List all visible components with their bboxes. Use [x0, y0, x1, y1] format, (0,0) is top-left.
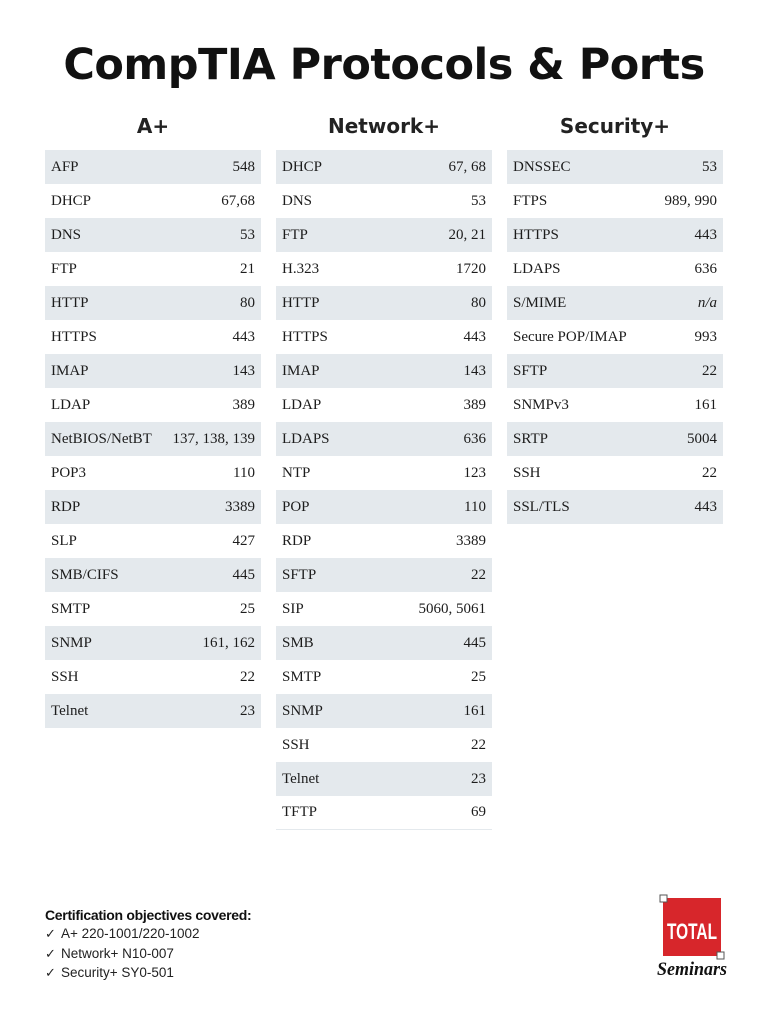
- protocol-name: SNMP: [282, 702, 323, 719]
- protocol-name: SRTP: [513, 430, 548, 447]
- protocol-name: DNSSEC: [513, 158, 571, 175]
- protocol-name: FTPS: [513, 192, 548, 209]
- protocol-name: RDP: [282, 532, 312, 549]
- protocol-name: NTP: [282, 464, 311, 481]
- table-row: [276, 252, 492, 286]
- table-row: [45, 422, 261, 456]
- table-row: [45, 150, 261, 184]
- checkmark-icon: ✓: [45, 966, 56, 981]
- table-row: [507, 388, 723, 422]
- aplus-table: [45, 150, 261, 728]
- port-number: 5060, 5061: [418, 600, 486, 617]
- table-row: [276, 456, 492, 490]
- protocol-name: HTTPS: [51, 328, 97, 345]
- protocol-name: IMAP: [51, 362, 89, 379]
- column-networkplus: [276, 112, 492, 830]
- checkmark-icon: ✓: [45, 927, 56, 942]
- page-title: CompTIA Protocols & Ports: [63, 40, 705, 90]
- logo-text-seminars: Seminars: [657, 959, 727, 980]
- table-row: [507, 218, 723, 252]
- objectives-heading: Certification objectives covered:: [45, 907, 252, 923]
- port-number: 161: [694, 396, 717, 413]
- table-row: [507, 286, 723, 320]
- port-number: 143: [463, 362, 486, 379]
- table-row: [45, 558, 261, 592]
- table-row: [276, 728, 492, 762]
- table-row: [276, 150, 492, 184]
- protocol-name: DNS: [51, 226, 82, 243]
- protocol-name: SIP: [282, 600, 304, 617]
- table-row: [276, 626, 492, 660]
- port-number: 443: [463, 328, 486, 345]
- port-number: 389: [463, 396, 486, 413]
- column-header-aplus: A+: [136, 114, 170, 138]
- protocol-name: SFTP: [282, 566, 317, 583]
- protocol-name: TFTP: [282, 804, 318, 820]
- protocol-name: HTTP: [51, 294, 89, 311]
- protocol-name: HTTPS: [282, 328, 328, 345]
- table-row: [276, 218, 492, 252]
- port-number: 80: [471, 294, 486, 311]
- port-number: 548: [232, 158, 255, 175]
- table-row: [276, 490, 492, 524]
- port-number: 993: [694, 328, 717, 345]
- port-number: n/a: [697, 294, 717, 311]
- port-number: 636: [463, 430, 486, 447]
- table-row: [45, 218, 261, 252]
- protocol-name: AFP: [51, 158, 79, 175]
- table-row: [276, 558, 492, 592]
- column-securityplus: [507, 112, 723, 524]
- port-number: 445: [232, 566, 255, 583]
- table-row: [507, 422, 723, 456]
- column-header-networkplus: Network+: [327, 114, 440, 138]
- column-aplus: [45, 112, 261, 728]
- port-number: 3389: [456, 532, 486, 549]
- port-number: 53: [471, 192, 486, 209]
- column-header-securityplus: Security+: [559, 114, 671, 138]
- table-row: [276, 762, 492, 796]
- protocol-name: Telnet: [282, 770, 320, 787]
- port-number: 22: [471, 566, 486, 583]
- port-number: 67, 68: [448, 158, 486, 175]
- port-number: 25: [240, 600, 255, 617]
- port-number: 67,68: [221, 192, 255, 209]
- port-number: 443: [694, 226, 717, 243]
- protocol-name: RDP: [51, 498, 81, 515]
- networkplus-table: [276, 150, 492, 830]
- port-number: 443: [694, 498, 717, 515]
- port-number: 5004: [687, 430, 717, 447]
- protocol-name: SMB/CIFS: [51, 566, 119, 583]
- protocol-name: SSL/TLS: [513, 498, 570, 515]
- protocol-name: LDAP: [51, 396, 91, 413]
- table-row: [276, 422, 492, 456]
- protocol-name: SMTP: [51, 600, 91, 617]
- securityplus-table: [507, 150, 723, 524]
- objective-item: [45, 925, 251, 945]
- protocol-name: LDAPS: [513, 260, 561, 277]
- protocol-name: SSH: [282, 736, 310, 753]
- table-row: [45, 354, 261, 388]
- port-number: 110: [233, 464, 255, 481]
- protocol-name: SNMPv3: [513, 396, 569, 413]
- table-row: [45, 320, 261, 354]
- table-row: [45, 388, 261, 422]
- protocol-name: DHCP: [282, 158, 323, 175]
- protocol-name: SFTP: [513, 362, 548, 379]
- protocol-name: SSH: [513, 464, 541, 481]
- total-seminars-logo-icon: [655, 893, 729, 981]
- port-number: 80: [240, 294, 255, 311]
- port-number: 53: [702, 158, 717, 175]
- table-row: [45, 490, 261, 524]
- protocol-name: DNS: [282, 192, 313, 209]
- certification-objectives: [45, 907, 251, 984]
- table-row: [276, 184, 492, 218]
- port-number: 23: [471, 770, 486, 787]
- port-number: 445: [463, 634, 486, 651]
- port-number: 3389: [225, 498, 255, 515]
- port-number: 143: [232, 362, 255, 379]
- table-row: [45, 592, 261, 626]
- protocol-name: Telnet: [51, 702, 89, 719]
- objective-item: [45, 945, 251, 965]
- port-number: 989, 990: [664, 192, 717, 209]
- table-row: [507, 490, 723, 524]
- port-number: 22: [702, 362, 717, 379]
- port-number: 161, 162: [202, 634, 255, 651]
- protocol-name: POP3: [51, 464, 87, 481]
- table-row: [45, 184, 261, 218]
- port-number: 21: [240, 260, 255, 277]
- table-row: [507, 184, 723, 218]
- protocol-name: SMB: [282, 634, 314, 651]
- objective-label: A+ 220-1001/220-1002: [61, 926, 200, 941]
- port-number: 161: [463, 702, 486, 719]
- port-number: 25: [471, 668, 486, 685]
- table-row: [507, 252, 723, 286]
- protocol-name: SMTP: [282, 668, 322, 685]
- logo-corner-tl: [660, 895, 667, 902]
- port-number: 22: [702, 464, 717, 481]
- protocol-name: FTP: [282, 226, 308, 243]
- protocol-name: NetBIOS/NetBT: [51, 430, 152, 447]
- port-number: 53: [240, 226, 255, 243]
- table-row: [45, 456, 261, 490]
- protocol-name: SLP: [51, 532, 77, 549]
- table-row: [276, 320, 492, 354]
- table-row: [45, 626, 261, 660]
- port-number: 110: [464, 498, 486, 515]
- port-number: 1720: [456, 260, 486, 277]
- port-number: 389: [232, 396, 255, 413]
- protocol-name: LDAP: [282, 396, 322, 413]
- table-row: [276, 286, 492, 320]
- table-row: [45, 252, 261, 286]
- protocol-name: Secure POP/IMAP: [513, 328, 627, 345]
- table-row: [276, 660, 492, 694]
- port-number: 137, 138, 139: [172, 430, 255, 447]
- protocol-name: POP: [282, 498, 310, 515]
- protocol-name: LDAPS: [282, 430, 330, 447]
- protocol-name: FTP: [51, 260, 77, 277]
- logo-corner-br: [717, 952, 724, 959]
- table-row: [507, 354, 723, 388]
- protocol-name: S/MIME: [513, 294, 567, 311]
- table-row: [45, 524, 261, 558]
- protocol-name: IMAP: [282, 362, 320, 379]
- port-number: 427: [232, 532, 255, 549]
- protocol-name: DHCP: [51, 192, 92, 209]
- objective-item: [45, 964, 251, 984]
- checkmark-icon: ✓: [45, 946, 56, 962]
- table-row: [45, 660, 261, 694]
- protocol-name: SSH: [51, 668, 79, 685]
- protocol-name: SNMP: [51, 634, 92, 651]
- table-row: [45, 694, 261, 728]
- table-row: [276, 592, 492, 626]
- table-row: [276, 354, 492, 388]
- table-row: [276, 796, 492, 830]
- table-row: [276, 388, 492, 422]
- port-number: 22: [471, 736, 486, 753]
- logo-text-total: TOTAL: [667, 919, 717, 944]
- protocol-name: H.323: [282, 260, 320, 277]
- protocol-name: HTTP: [282, 294, 320, 311]
- table-row: [507, 150, 723, 184]
- port-number: 22: [240, 668, 255, 685]
- port-number: 636: [694, 260, 717, 277]
- objective-label: Network+ N10-007: [61, 945, 174, 961]
- table-row: [507, 456, 723, 490]
- port-number: 443: [232, 328, 255, 345]
- table-row: [276, 694, 492, 728]
- port-number: 123: [463, 464, 486, 481]
- port-number: 69: [471, 804, 486, 820]
- protocol-name: HTTPS: [513, 226, 559, 243]
- table-row: [507, 320, 723, 354]
- objective-label: Security+ SY0-501: [61, 965, 174, 980]
- table-row: [45, 286, 261, 320]
- port-number: 20, 21: [448, 226, 486, 243]
- table-row: [276, 524, 492, 558]
- port-number: 23: [240, 702, 255, 719]
